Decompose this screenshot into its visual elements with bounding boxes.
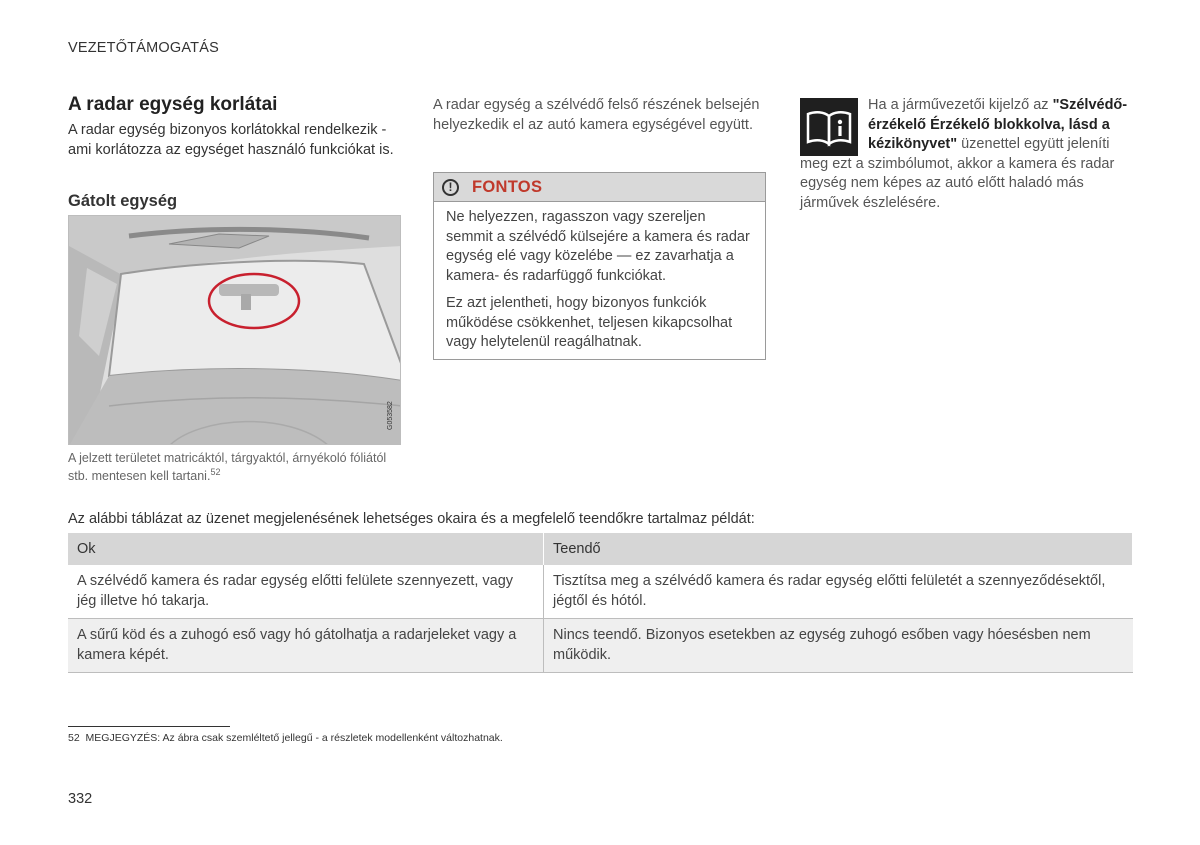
intro-text: A radar egység bizonyos korlátokkal rendelkezik - ami korlátozza az egységet használó funkciókat is.: [68, 122, 394, 158]
section-header: VEZETŐTÁMOGATÁS: [68, 40, 219, 56]
display-text-pre: Ha a járművezetői kijelző az: [868, 97, 1053, 113]
table-header-row: [68, 533, 1133, 565]
action-cell: Tisztítsa meg a szélvédő kamera és radar egység előtti felületét a szennyeződésektől, jégtől és hótól.: [544, 565, 1133, 619]
caption-footnote-ref: 52: [210, 466, 221, 477]
subsection-title: Gátolt egység: [68, 192, 178, 210]
important-title: FONTOS: [472, 177, 543, 196]
display-symbol-text: [800, 96, 1130, 213]
footnote-text: MEGJEGYZÉS: Az ábra csak szemléltető jellegű - a részletek modellenként változhatnak.: [85, 732, 503, 744]
caption-text: A jelzett területet matricáktól, tárgyaktól, árnyékoló fóliától stb. mentesen kell tartani.: [68, 451, 387, 483]
footnote: [68, 732, 503, 744]
important-header: [434, 173, 765, 202]
column-header-cause: Ok: [68, 533, 544, 565]
display-text-post: üzenettel együtt jeleníti meg ezt a szimbólumot, akkor a kamera és radar egység nem képes az autó előtt haladó más járművek észlelésére.: [800, 136, 1115, 211]
column-header-action: Teendő: [544, 533, 1133, 565]
important-paragraph-2: Ez azt jelentheti, hogy bizonyos funkciók működése csökkenhet, teljesen kikapcsolhat vagy helytelenül reagálhatnak.: [446, 295, 733, 350]
figure-caption: [68, 449, 398, 485]
important-body: [434, 202, 765, 353]
table-row: [68, 565, 1133, 619]
cause-cell: A sűrű köd és a zuhogó eső vagy hó gátolhatja a radarjeleket vagy a kamera képét.: [68, 619, 544, 673]
windshield-illustration: [68, 215, 401, 445]
cause-cell: A szélvédő kamera és radar egység előtti felülete szennyezett, vagy jég illetve hó takarja.: [68, 565, 544, 619]
important-box: [433, 172, 766, 360]
causes-actions-table: [68, 533, 1133, 673]
display-message: "Szélvédő-érzékelő Érzékelő blokkolva, lásd a kézikönyvet": [868, 97, 1128, 152]
footnote-divider: [68, 726, 230, 727]
table-row: [68, 619, 1133, 673]
important-paragraph-1: Ne helyezzen, ragasszon vagy szereljen semmit a szélvédő külsejére a kamera és radar egység elé vagy közelébe — ez zavarhatja a kamera- és radarfüggő funkciókat.: [446, 209, 750, 284]
action-cell: Nincs teendő. Bizonyos esetekben az egység zuhogó esőben vagy hóesésben nem működik.: [544, 619, 1133, 673]
figure-code: G053582: [387, 401, 394, 430]
page-title: A radar egység korlátai: [68, 94, 278, 115]
warning-icon: !: [442, 179, 459, 196]
footnote-number: 52: [68, 732, 80, 744]
page-number: 332: [68, 791, 93, 807]
radar-location-text: A radar egység a szélvédő felső részének belsején helyezkedik el az autó kamera egységével együtt.: [433, 97, 760, 133]
table-intro: Az alábbi táblázat az üzenet megjelenésének lehetséges okaira és a megfelelő teendőkre tartalmaz példát:: [68, 511, 755, 527]
